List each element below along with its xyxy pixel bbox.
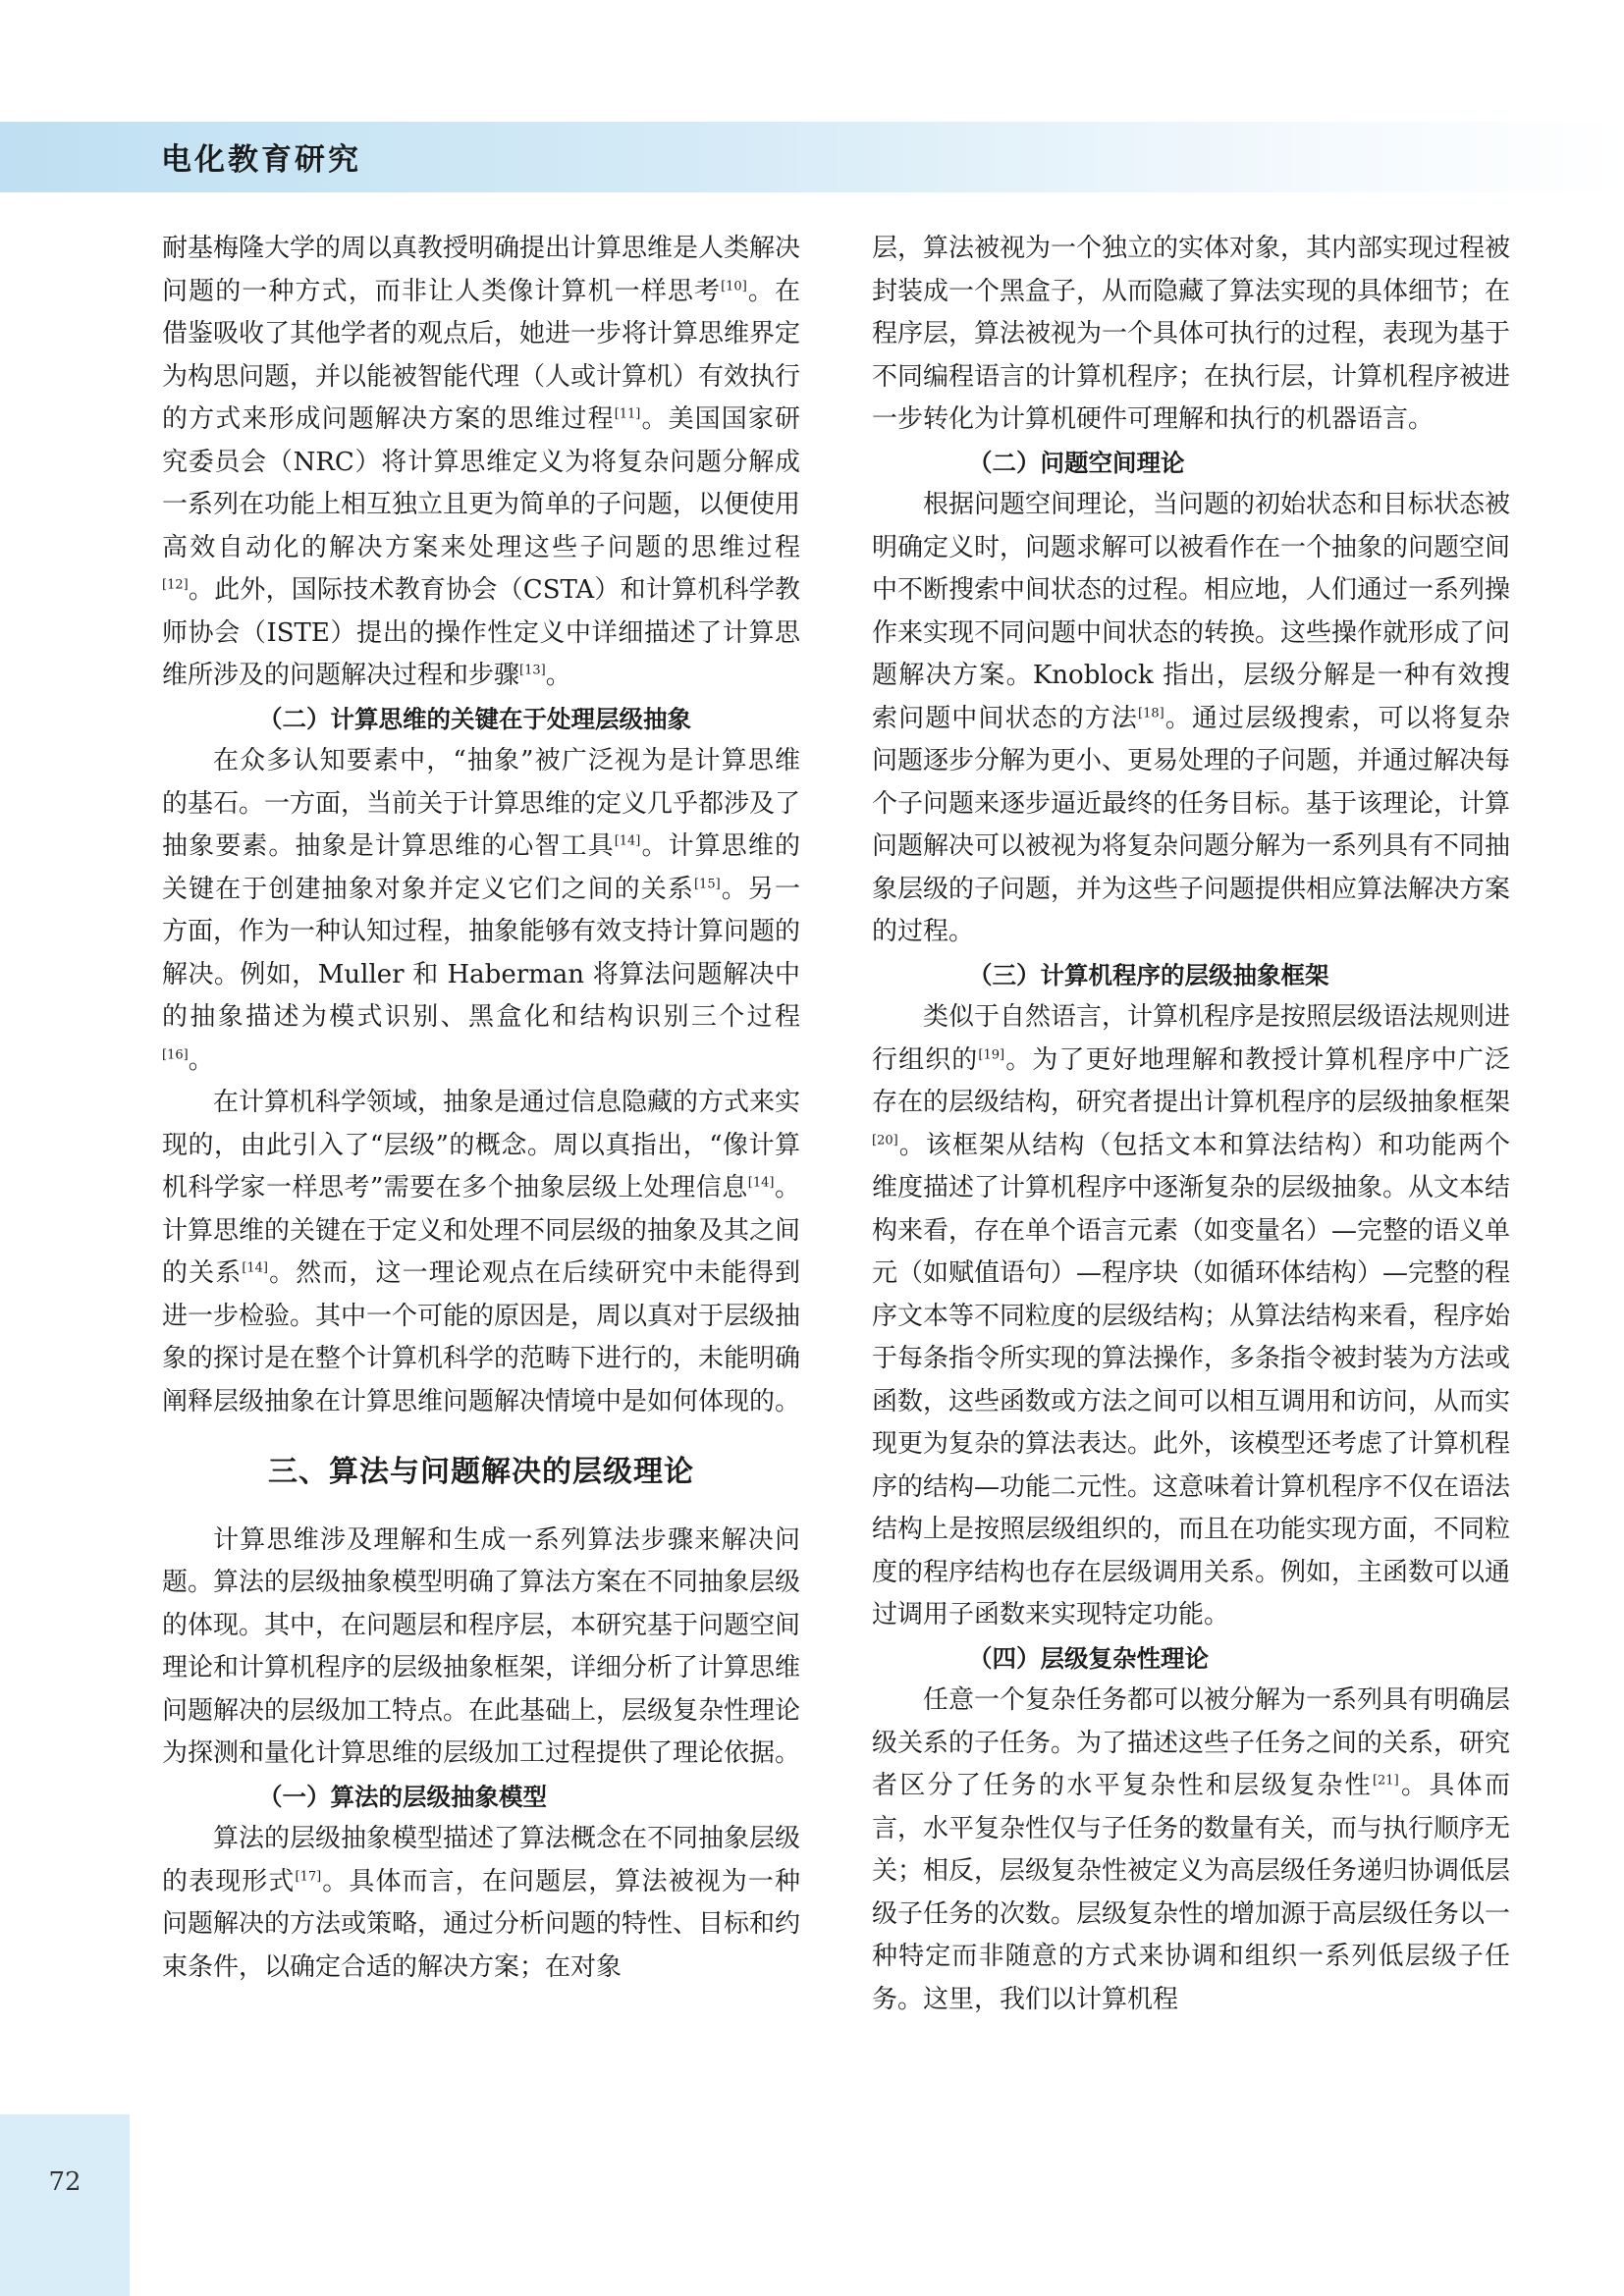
paragraph bbox=[162, 740, 800, 1082]
subsection-heading: （四）层级复杂性理论 bbox=[968, 1643, 1209, 1673]
citation: [11] bbox=[614, 406, 641, 422]
text: 根据问题空间理论，当问题的初始状态和目标状态被明确定义时，问题求解可以被看作在一个抽象的问题空间中不断搜索中间状态的过程。相应地，人们通过一系列操作来实现不同问题中间状态的转换。这些操作就形成了问题解决方案。Knoblock 指出，层级分解是一种有效搜索问题中间状态的方法 bbox=[872, 490, 1511, 733]
left-column bbox=[162, 228, 800, 1989]
subsection-heading: （二）计算思维的关键在于处理层级抽象 bbox=[258, 704, 691, 733]
citation: [16] bbox=[162, 1046, 189, 1062]
text: 。计算思维的关键在于定义和处理不同层级的抽象及其之间的关系 bbox=[162, 1173, 801, 1288]
text: 在计算机科学领域，抽象是通过信息隐藏的方式来实现的，由此引入了“层级”的概念。周以真指出，“像计算机科学家一样思考”需要在多个抽象层级上处理信息 bbox=[162, 1088, 801, 1202]
page-number: 72 bbox=[48, 2167, 81, 2197]
text: 。美国国家研究委员会（NRC）将计算思维定义为将复杂问题分解成一系列在功能上相互独立且更为简单的子问题，以便使用高效自动化的解决方案来处理这些子问题的思维过程 bbox=[162, 404, 801, 562]
paragraph bbox=[872, 484, 1510, 954]
text: 。通过层级搜索，可以将复杂问题逐步分解为更小、更易处理的子问题，并通过解决每个子问题来逐步逼近最终的任务目标。基于该理论，计算问题解决可以被视为将复杂问题分解为一系列具有不同抽象层级的子问题，并为这些子问题提供相应算法解决方案的过程。 bbox=[872, 703, 1511, 946]
citation: [21] bbox=[1372, 1773, 1399, 1789]
text: 。在借鉴吸收了其他学者的观点后，她进一步将计算思维界定为构思问题，并以能被智能代理（人或计算机）有效执行的方式来形成问题解决方案的思维过程 bbox=[162, 276, 801, 434]
citation: [14] bbox=[614, 833, 641, 849]
citation: [10] bbox=[721, 278, 747, 294]
text: 。具体而言，水平复杂性仅与子任务的数量有关，而与执行顺序无关；相反，层级复杂性被定义为高层级任务递归协调低层级子任务的次数。层级复杂性的增加源于高层级任务以一种特定而非随意的方式来协调和组织一系列低层级子任务。这里，我们以计算机程 bbox=[872, 1771, 1511, 2014]
paragraph: 层，算法被视为一个独立的实体对象，其内部实现过程被封装成一个黑盒子，从而隐藏了算法实现的具体细节；在程序层，算法被视为一个具体可执行的过程，表现为基于不同编程语言的计算机程序；在执行层，计算机程序被进一步转化为计算机硬件可理解和执行的机器语言。 bbox=[872, 234, 1511, 434]
text: 算法的层级抽象模型描述了算法概念在不同抽象层级的表现形式 bbox=[162, 1824, 801, 1896]
subsection-heading: （一）算法的层级抽象模型 bbox=[258, 1782, 547, 1811]
citation: [15] bbox=[693, 876, 721, 891]
text: 。然而，这一理论观点在后续研究中未能得到进一步检验。其中一个可能的原因是，周以真对于层级抽象的探讨是在整个计算机科学的范畴下进行的，未能明确阐释层级抽象在计算思维问题解决情境中是如何体现的。 bbox=[162, 1258, 801, 1416]
text: 。该框架从结构（包括文本和算法结构）和功能两个维度描述了计算机程序中逐渐复杂的层级抽象。从文本结构来看，存在单个语言元素（如变量名）—完整的语义单元（如赋值语句）—程序块（如循环体结构）—完整的程序文本等不同粒度的层级结构；从算法结构来看，程序始于每条指令所实现的算法操作，多条指令被封装为方法或函数，这些函数或方法之间可以相互调用和访问，从而实现更为复杂的算法表达。此外，该模型还考虑了计算机程序的结构—功能二元性。这意味着计算机程序不仅在语法结构上是按照层级组织的，而且在功能实现方面，不同粒度的程序结构也存在层级调用关系。例如，主函数可以通过调用子函数来实现特定功能。 bbox=[872, 1130, 1511, 1629]
citation: [13] bbox=[519, 663, 546, 678]
text: 。另一方面，作为一种认知过程，抽象能够有效支持计算问题的解决。例如，Muller 和 Haberman 将算法问题解决中的抽象描述为模式识别、黑盒化和结构识别三个过程 bbox=[162, 874, 801, 1032]
citation: [20] bbox=[872, 1132, 898, 1148]
text: 任意一个复杂任务都可以被分解为一系列具有明确层级关系的子任务。为了描述这些子任务之间的关系，研究者区分了任务的水平复杂性和层级复杂性 bbox=[872, 1685, 1511, 1800]
text: 在众多认知要素中，“抽象”被广泛视为是计算思维的基石。一方面，当前关于计算思维的定义几乎都涉及了抽象要素。抽象是计算思维的心智工具 bbox=[162, 746, 801, 861]
paragraph bbox=[162, 228, 800, 698]
paragraph bbox=[162, 1818, 800, 1989]
subsection-heading: （三）计算机程序的层级抽象框架 bbox=[968, 960, 1329, 989]
citation: [14] bbox=[747, 1175, 775, 1191]
paragraph bbox=[872, 1680, 1510, 2021]
citation: [12] bbox=[162, 577, 189, 593]
text: 类似于自然语言，计算机程序是按照层级语法规则进行组织的 bbox=[872, 1002, 1511, 1075]
section-heading: 三、算法与问题解决的层级理论 bbox=[268, 1455, 694, 1489]
paragraph bbox=[162, 1082, 800, 1423]
right-column bbox=[872, 228, 1510, 2021]
citation: [18] bbox=[1138, 705, 1164, 721]
text: 。 bbox=[545, 661, 571, 690]
paragraph bbox=[872, 996, 1510, 1637]
text: 。 bbox=[188, 1044, 214, 1075]
text: 。计算思维的关键在于创建抽象对象并定义它们之间的关系 bbox=[162, 831, 800, 904]
text: 。此外，国际技术教育协会（CSTA）和计算机科学教师协会（ISTE）提出的操作性定义中详细描述了计算思维所涉及的问题解决过程和步骤 bbox=[162, 575, 800, 690]
citation: [19] bbox=[978, 1046, 1005, 1062]
text: 。为了更好地理解和教授计算机程序中广泛存在的层级结构，研究者提出计算机程序的层级抽象框架 bbox=[872, 1044, 1511, 1117]
text: 。具体而言，在问题层，算法被视为一种问题解决的方法或策略，通过分析问题的特性、目标和约束条件，以确定合适的解决方案；在对象 bbox=[162, 1866, 801, 1982]
citation: [14] bbox=[242, 1260, 268, 1276]
subsection-heading: （二）问题空间理论 bbox=[968, 448, 1185, 477]
citation: [17] bbox=[295, 1868, 322, 1884]
journal-title: 电化教育研究 bbox=[161, 142, 361, 178]
text: 耐基梅隆大学的周以真教授明确提出计算思维是人类解决问题的一种方式，而非让人类像计算机一样思考 bbox=[162, 234, 801, 306]
page-number-tab bbox=[0, 2114, 130, 2296]
paragraph: 计算思维涉及理解和生成一系列算法步骤来解决问题。算法的层级抽象模型明确了算法方案在不同抽象层级的体现。其中，在问题层和程序层，本研究基于问题空间理论和计算机程序的层级抽象框架，详细分析了计算思维问题解决的层级加工特点。在此基础上，层级复杂性理论为探测和量化计算思维的层级加工过程提供了理论依据。 bbox=[162, 1524, 801, 1768]
